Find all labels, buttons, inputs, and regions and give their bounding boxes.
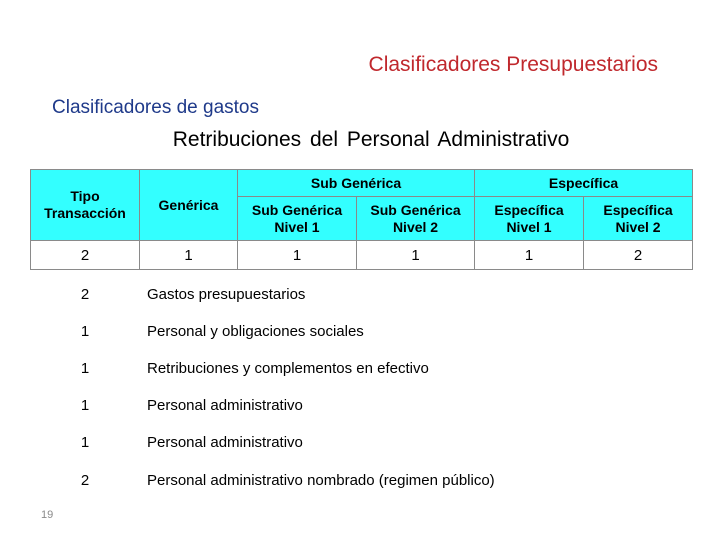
breakdown-label: Personal administrativo bbox=[147, 397, 303, 414]
header-esp-nivel1 bbox=[475, 197, 584, 241]
breakdown-label: Personal administrativo nombrado (regimen público) bbox=[147, 472, 495, 489]
header-sg-nivel1-line2: Nivel 1 bbox=[274, 218, 320, 235]
value-generica: 1 bbox=[140, 241, 238, 270]
breakdown-code: 1 bbox=[80, 323, 90, 340]
header-generica bbox=[140, 170, 238, 241]
header-especifica bbox=[475, 170, 693, 197]
breakdown-code: 2 bbox=[80, 286, 90, 303]
table-heading: Retribuciones del Personal Administrativo bbox=[172, 128, 570, 151]
breakdown-label: Personal administrativo bbox=[147, 434, 303, 451]
breakdown-code: 2 bbox=[80, 472, 90, 489]
breakdown-code: 1 bbox=[80, 434, 90, 451]
header-esp-nivel2-line1: Específica bbox=[603, 201, 673, 218]
value-esp-nivel2: 2 bbox=[584, 241, 693, 270]
breakdown-code: 1 bbox=[80, 397, 90, 414]
header-especifica-label: Específica bbox=[548, 174, 619, 191]
header-esp-nivel2-line2: Nivel 2 bbox=[615, 218, 661, 235]
value-sg-nivel2: 1 bbox=[357, 241, 475, 270]
breakdown-label: Retribuciones y complementos en efectivo bbox=[147, 360, 429, 377]
slide-subtitle: Clasificadores de gastos bbox=[52, 97, 259, 118]
header-esp-nivel1-line2: Nivel 1 bbox=[506, 218, 552, 235]
header-sub-generica-label: Sub Genérica bbox=[310, 174, 402, 191]
header-sg-nivel2 bbox=[357, 197, 475, 241]
header-sg-nivel2-line2: Nivel 2 bbox=[392, 218, 439, 235]
value-tipo-transaccion: 2 bbox=[31, 241, 140, 270]
classification-table bbox=[30, 169, 693, 270]
page-number: 19 bbox=[41, 509, 54, 521]
breakdown-code: 1 bbox=[80, 360, 90, 377]
header-tipo-transaccion bbox=[31, 170, 140, 241]
header-generica-label: Genérica bbox=[158, 196, 219, 213]
header-sub-generica bbox=[238, 170, 475, 197]
breakdown-label: Gastos presupuestarios bbox=[147, 286, 306, 303]
header-esp-nivel2 bbox=[584, 197, 693, 241]
header-tipo-line2: Transacción bbox=[44, 205, 126, 221]
header-sg-nivel2-line1: Sub Genérica bbox=[370, 201, 461, 218]
header-sg-nivel1 bbox=[238, 197, 357, 241]
header-tipo-line1: Tipo bbox=[70, 188, 100, 204]
table-row bbox=[31, 241, 693, 270]
slide-title: Clasificadores Presupuestarios bbox=[368, 53, 658, 76]
breakdown-label: Personal y obligaciones sociales bbox=[147, 323, 364, 340]
header-sg-nivel1-line1: Sub Genérica bbox=[251, 201, 343, 218]
value-esp-nivel1: 1 bbox=[475, 241, 584, 270]
value-sg-nivel1: 1 bbox=[238, 241, 357, 270]
header-esp-nivel1-line1: Específica bbox=[494, 201, 564, 218]
